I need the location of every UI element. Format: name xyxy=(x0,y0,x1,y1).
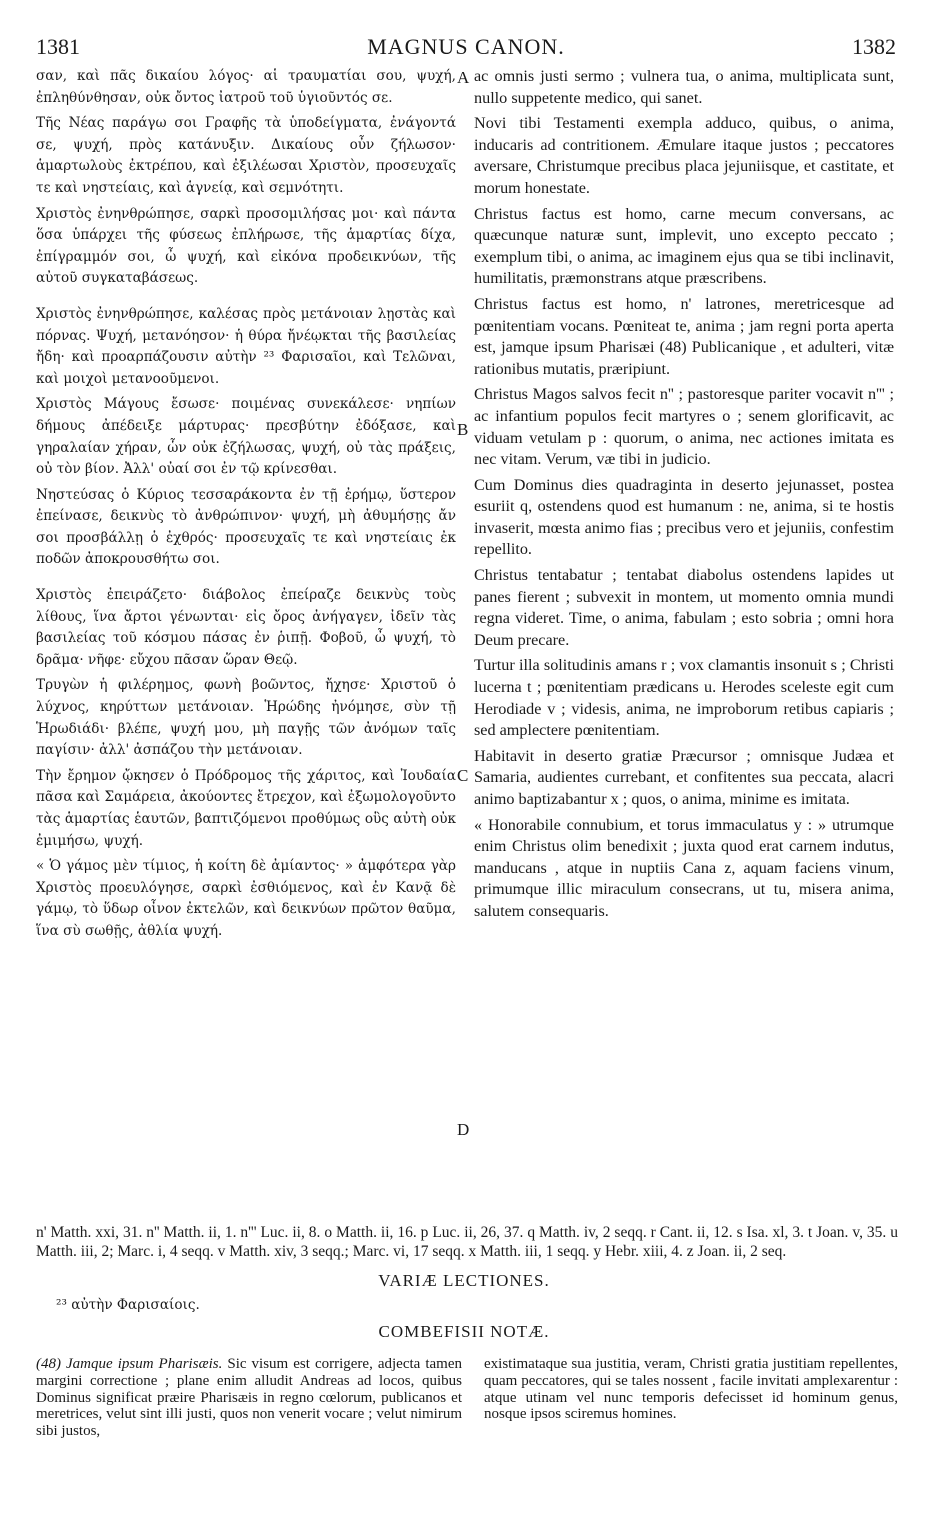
latin-paragraph: Christus factus est homo, n' latrones, meretricesque ad pœnitentiam vocans. Pœniteat te, anima ; jam regni porta aperta est, jamque ipsum Pharisæi (48) Publicanique , et adulteri, vitæ rationibus mutatis, præripiunt. xyxy=(474,294,894,378)
greek-paragraph: Χριστὸς Μάγους ἔσωσε· ποιμένας συνεκάλεσε· νηπίων δήμους ἀπέδειξε μάρτυρας· πρεσβύτην ἐδόξασε, καὶ γηραλαίαν χήραν, ὧν οὐκ ἐζήλωσας, ψυχή, οὐ τὰς πράξεις, οὐ τὸν βίον. Ἀλλ' οὐαί σοι ἐν τῷ κρίνεσθαι. xyxy=(36,396,456,478)
page-header xyxy=(36,34,896,64)
scripture-footnotes: n' Matth. xxi, 31. n'' Matth. ii, 1. n''' Luc. ii, 8. o Matth. ii, 16. p Luc. ii, 26, 37. q Matth. iv, 2 seqq. r Cant. ii, 12. s Isa. xl, 3. t Joan. v, 35. u Matth. iii, 2; Marc. i, 4 seqq. v Matth. xiv, 3 seqq.; Marc. vi, 17 seqq. x Matth. iii, 1 seqq. y Hebr. xiii, 4. z Joan. ii, 2 seq. xyxy=(36,1224,898,1260)
latin-paragraph: « Honorabile connubium, et torus immaculatus y : » utrumque enim Christus olim benedixit ; juxta quod erat carnem indutus, manducans , atque in nuptiis Cana z, aquam faciens vinum, primumque illic miraculum consecrans, ut tu, misera anima, salutem consequaris. xyxy=(474,815,894,920)
latin-paragraph: ac omnis justi sermo ; vulnera tua, o anima, multiplicata sunt, nullo suppetente medico, qui sanet. xyxy=(474,67,894,107)
combefis-note-right: existimataque sua justitia, veram, Christi gratia justitiam repellentes, quam peccatores, qui se tales nossent , facile invitati amplexarentur : atque utinam vel nunc temporis defecisset id hominum genus, nosque ipsos sciremus homines. xyxy=(484,1356,898,1423)
page-number-left: 1381 xyxy=(36,34,80,59)
margin-letter-a: A xyxy=(457,68,470,87)
greek-paragraph: Χριστὸς ἐνηνθρώπησε, σαρκὶ προσομιλήσας μοι· καὶ πάντα ὅσα ὑπάρχει τῆς φύσεως ἐπλήρωσε, τῆς ἁμαρτίας δίχα, ἐπίγραμμόν σοι, ὦ ψυχή, καὶ εἰκόνα προδεικνύων, τῆς αὐτοῦ συγκαταβάσεως. xyxy=(36,205,456,287)
margin-letter-b: B xyxy=(457,420,469,439)
greek-paragraph: Τῆς Νέας παράγω σοι Γραφῆς τὰ ὑποδείγματα, ἐνάγοντά σε, ψυχή, πρὸς κατάνυξιν. Δικαίους οὖν ζήλωσον· ἁμαρτωλοὺς ἐκτρέπου, καὶ ἐξιλέωσαι Χριστὸν, προσευχαῖς τε καὶ νηστείαις, καὶ ἁγνείᾳ, καὶ σεμνότητι. xyxy=(36,115,456,196)
running-title: MAGNUS CANON. xyxy=(367,34,565,59)
note-reference: (48) Jamque ipsum Pharisæis. xyxy=(36,1356,223,1372)
greek-paragraph: Χριστὸς ἐπειράζετο· διάβολος ἐπείραζε δεικνὺς τοὺς λίθους, ἵνα ἄρτοι γένωνται· εἰς ὄρος ἀνήγαγεν, ἰδεῖν τὰς βασιλείας τοῦ κόσμου πάσας ἐν ῥιπῇ. Φοβοῦ, ὦ ψυχή, τὸ δρᾶμα· νῆφε· εὔχου πᾶσαν ὥραν Θεῷ. xyxy=(36,587,456,668)
page-number-right: 1382 xyxy=(852,34,896,59)
latin-column xyxy=(474,66,894,927)
latin-paragraph: Habitavit in deserto gratiæ Præcursor ; omnisque Judæa et Samaria, audientes currebant, et confitentes sua peccata, alacri animo baptizabantur x ; quos, o anima, minime es imitata. xyxy=(474,746,894,808)
variae-lectiones-text: ²³ αὐτὴν Φαρισαίοις. xyxy=(56,1297,200,1313)
latin-paragraph: Cum Dominus dies quadraginta in deserto jejunasset, postea esuriit q, ostendens quod est humanum : ne, anima, si te hostis invaserit, mœsta animo fias ; precibus vero et jejuniis, confestim repellito. xyxy=(474,475,894,559)
latin-paragraph: Christus Magos salvos fecit n'' ; pastoresque pariter vocavit n''' ; ac infantium populos fecit martyres o ; senem glorificavit, ac viduam vetulam p : quorum, o anima, nec actiones imitata es nec vitam. Verum, væ tibi in judicio. xyxy=(474,385,894,469)
variae-lectiones-title: VARIÆ LECTIONES. xyxy=(378,1271,550,1290)
latin-paragraph: Christus factus est homo, carne mecum conversans, ac quæcunque naturæ sunt, implevit, uno excepto peccato ; exemplum tibi, o anima, ac imaginem ejus qua se tibi inclinavit, humilitatis, præmonstrans atque præscribens. xyxy=(474,204,894,288)
greek-paragraph: σαν, καὶ πᾶς δικαίου λόγος· αἱ τραυματίαι σου, ψυχή, ἐπληθύνθησαν, οὐκ ὄντος ἰατροῦ τοῦ ὑγιοῦντός σε. xyxy=(36,68,456,106)
greek-paragraph: « Ὁ γάμος μὲν τίμιος, ἡ κοίτη δὲ ἀμίαντος· » ἀμφότερα γὰρ Χριστὸς προευλόγησε, σαρκὶ ἐσθιόμενος, καὶ ἐν Κανᾷ δὲ γάμῳ, τὸ ὕδωρ οἶνον ἐκτελῶν, καὶ δεικνύων πρῶτον θαῦμα, ἵνα σὺ σωθῇς, ἀθλία ψυχή. xyxy=(36,858,456,939)
margin-letter-d: D xyxy=(457,1120,470,1139)
note-text-left: Sic visum est corrigere, adjecta tamen margini correctione ; plane enim alludit Andreas ad locos, quibus Dominus significat præire Pharisæis in regno cœlorum, publicanos et meretrices, velut sint illi justi, quos non venerit vocare ; velut nimirum sibi justos, xyxy=(36,1356,462,1440)
greek-paragraph: Τὴν ἔρημον ᾤκησεν ὁ Πρόδρομος τῆς χάριτος, καὶ Ἰουδαία πᾶσα καὶ Σαμάρεια, ἀκούοντες ἔτρεχον, καὶ ἐξωμολογοῦντο τὰς ἁμαρτίας ἑαυτῶν, βαπτιζόμενοι προθύμως οὓς αὐτὴ οὐκ ἐμιμήσω, ψυχή. xyxy=(36,767,456,849)
greek-paragraph: Τρυγὼν ἡ φιλέρημος, φωνὴ βοῶντος, ἤχησε· Χριστοῦ ὁ λύχνος, κηρύττων μετάνοιαν. Ἡρώδης ἠνόμησε, σὺν τῇ Ἡρωδιάδι· βλέπε, ψυχή μου, μὴ παγῇς τῶν ἀνόμων ταῖς παγίσιν· ἀλλ' ἀσπάζου τὴν μετάνοιαν. xyxy=(36,677,456,759)
latin-paragraph: Christus tentabatur ; tentabat diabolus ostendens lapides ut panes fierent ; subvexit in montem, ut momento omnia mundi regna videret. Time, o anima, fabulam ; esto sobria ; omni hora Deum precare. xyxy=(474,566,894,649)
margin-letter-c: C xyxy=(457,766,469,785)
greek-paragraph: Χριστὸς ἐνηνθρώπησε, καλέσας πρὸς μετάνοιαν λῃστὰς καὶ πόρνας. Ψυχή, μετανόησον· ἡ θύρα ἤνέῳκται τῆς βασιλείας ἤδη· καὶ προαρπάζουσιν αὐτὴν ²³ Φαρισαῖοι, καὶ Τελῶναι, καὶ μοιχοὶ μετανοοῦμενοι. xyxy=(36,305,456,387)
greek-column xyxy=(36,66,456,947)
combefis-note-left xyxy=(36,1356,462,1440)
combefis-notes-title: COMBEFISII NOTÆ. xyxy=(378,1322,550,1341)
greek-paragraph: Νηστεύσας ὁ Κύριος τεσσαράκοντα ἐν τῇ ἐρήμῳ, ὕστερον ἐπείνασε, δεικνὺς τὸ ἀνθρώπινον· ψυχή, μὴ ἀθυμήσῃς ἄν σοι προσβάλλῃ ὁ ἐχθρός· προσευχαῖς τε καὶ νηστείαις ἐκ ποδῶν ἀποκρουσθήτω σοι. xyxy=(36,486,456,568)
latin-paragraph: Turtur illa solitudinis amans r ; vox clamantis insonuit s ; Christi lucerna t ; pœnitentiam prædicans u. Herodes sceleste egit cum Herodiade v ; videsis, anima, ne improborum retibus capiaris ; sed amplectere pœnitentiam. xyxy=(474,656,894,740)
latin-paragraph: Novi tibi Testamenti exempla adduco, quibus, o anima, inducaris ad contritionem. Æmulare itaque justos ; peccatores aversare, Christumque precibus placa jejuniisque, et castitate, et morum honestate. xyxy=(474,114,894,197)
